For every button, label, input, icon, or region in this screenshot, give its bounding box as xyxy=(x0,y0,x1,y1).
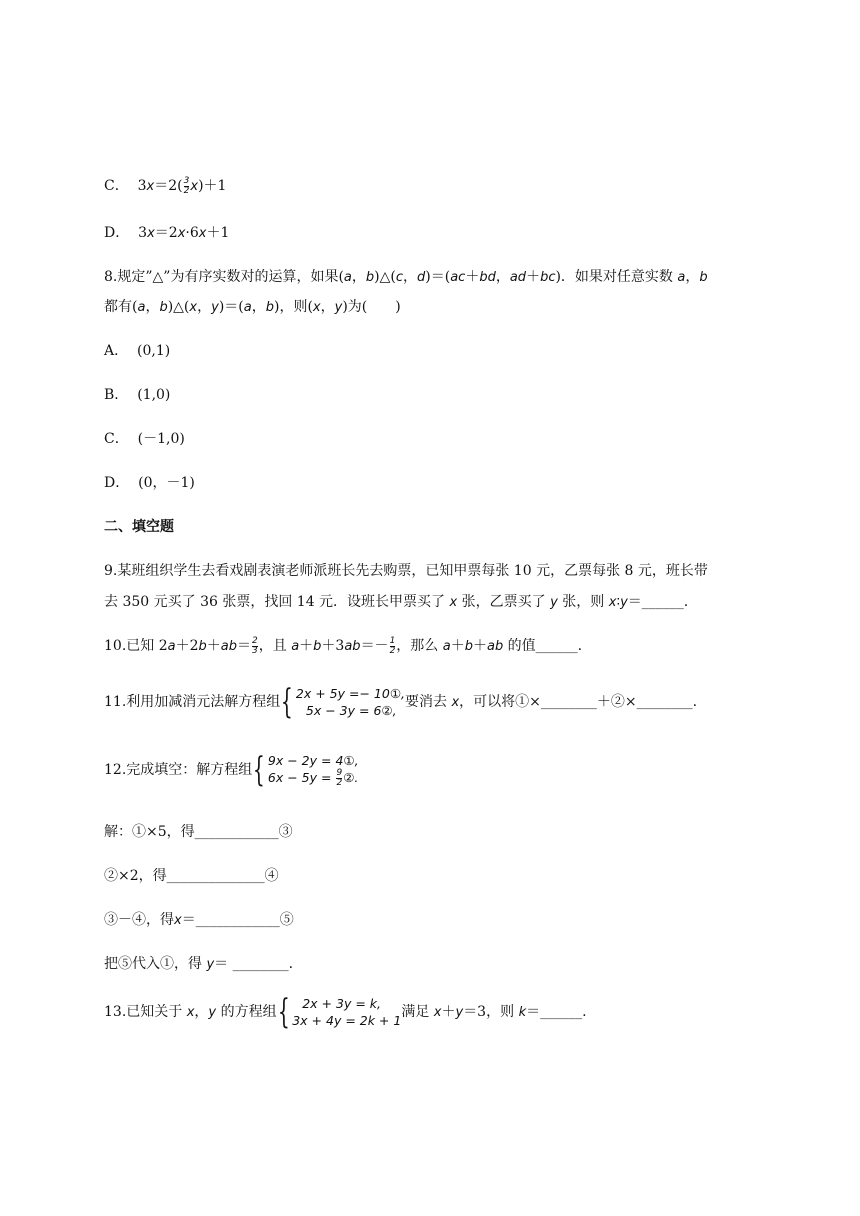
equation-1: 2x + 5y =− 10①, xyxy=(295,686,406,701)
q8-line-2: 都有(a，b)△(x，y)＝(a，b)，则(x，y)为( ) xyxy=(104,299,401,315)
q8-line-1: 8.规定”△”为有序实数对的运算，如果(a，b)△(c，d)＝(ac＋bd，ad＋bc)．如果对任意实数 a，b xyxy=(104,269,708,285)
equation-system xyxy=(280,682,406,722)
q7-option-d: D． 3x＝2x·6x＋1 xyxy=(104,225,230,241)
q8-option-c: C． (－1,0) xyxy=(104,431,185,447)
q12-step-4: 把⑤代入①，得 y＝ ________. xyxy=(104,956,294,972)
equation-2: 3x + 4y = 2k + 1 xyxy=(292,1013,402,1028)
q9-line-1: 9.某班组织学生去看戏剧表演老师派班长先去购票，已知甲票每张 10 元，乙票每张 8 元，班长带 xyxy=(104,563,708,579)
equation-2: 5x − 3y = 6②, xyxy=(305,703,397,718)
fraction: $\frac{3}{2}$ xyxy=(183,175,190,196)
q8-option-d: D． (0，－1) xyxy=(104,475,195,491)
equation-system xyxy=(252,752,358,788)
fraction: $\frac{2}{3}$ xyxy=(252,635,258,656)
q13: 13.已知关于 x，y 的方程组 { 2x + 3y = k, 3x + 4y = 2k + 1 满足 x＋y＝3，则 k＝______. xyxy=(104,992,587,1032)
q7-option-c: C． 3x＝2( $\frac{3}{2}$ x)＋1 xyxy=(104,175,227,196)
fraction: $\frac{1}{2}$ xyxy=(389,635,396,656)
q10: 10.已知 2a＋2b＋ab＝ $\frac{2}{3}$ ，且 a＋b＋3ab＝－ $\frac{1}{2}$ ，那么 a＋b＋ab 的值______. xyxy=(104,635,583,656)
q11: 11.利用加减消元法解方程组 { 2x + 5y =− 10①, 5x − 3y = 6②, 要消去 x，可以将①×________＋②×________. xyxy=(104,682,698,722)
q9-line-2: 去 350 元买了 36 张票，找回 14 元．设班长甲票买了 x 张，乙票买了 y 张，则 x∶y＝______. xyxy=(104,594,689,610)
q12-step-1: 解：①×5，得____________③ xyxy=(104,824,293,840)
q12: 12.完成填空：解方程组 { 9x − 2y = 4①, 6x − 5y = $\frac{9}{2}$ ②. xyxy=(104,750,359,790)
brace-icon: { xyxy=(277,992,290,1032)
fraction: $\frac{9}{2}$ xyxy=(336,768,343,788)
equation-1: 2x + 3y = k, xyxy=(302,996,381,1011)
q8-option-a: A． (0,1) xyxy=(104,343,171,359)
equation-system xyxy=(277,992,402,1032)
equation-1: 9x − 2y = 4①, xyxy=(267,753,359,768)
brace-icon: { xyxy=(253,750,266,790)
q8-option-b: B． (1,0) xyxy=(104,387,171,403)
equation-2: 6x − 5y = $\frac{9}{2}$ ②. xyxy=(267,768,359,788)
section-heading-fill-in: 二、填空题 xyxy=(104,519,174,535)
brace-icon: { xyxy=(281,682,294,722)
q12-step-3: ③－④，得x＝____________⑤ xyxy=(104,912,294,928)
q12-step-2: ②×2，得______________④ xyxy=(104,868,279,884)
